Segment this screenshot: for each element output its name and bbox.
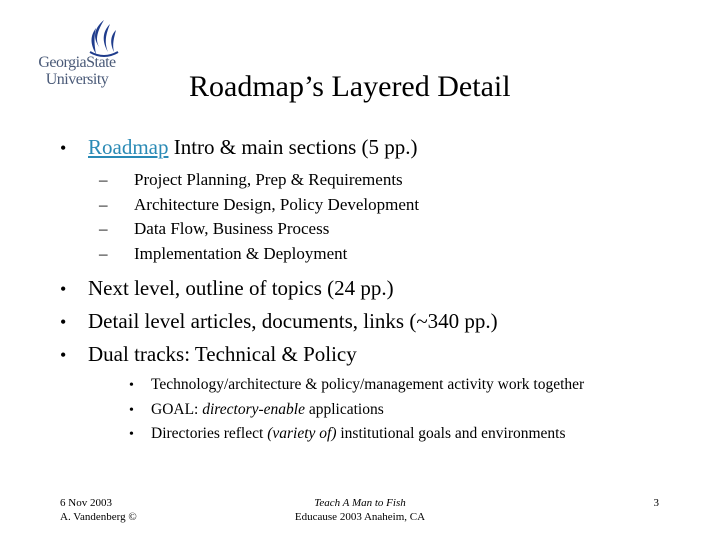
footer-title: Teach A Man to Fish [314, 497, 406, 509]
bullet-dual-tracks: • Dual tracks: Technical & Policy [60, 342, 357, 366]
flame-icon [84, 18, 122, 58]
university-logo [22, 18, 132, 98]
sub-item: – Project Planning, Prep & Requirements [99, 170, 403, 189]
bullet-roadmap [60, 134, 700, 162]
bullet-roadmap-text: Intro & main sections (5 pp.) [168, 135, 418, 159]
sub-bullet: • Technology/architecture & policy/management activity work together [129, 376, 585, 393]
bullet-dot: • [60, 138, 67, 158]
slide-title: Roadmap’s Layered Detail [189, 70, 511, 103]
footer-center [0, 496, 720, 524]
sub-item: – Data Flow, Business Process [99, 219, 330, 238]
roadmap-link[interactable]: Roadmap [88, 135, 169, 159]
sub-bullet: • GOAL: directory-enable applications [129, 400, 384, 418]
sub-item: – Implementation & Deployment [99, 243, 348, 263]
page-number: 3 [653, 497, 659, 509]
footer-date: 6 Nov 2003 [60, 497, 112, 509]
dual-tracks-sub-list [129, 373, 700, 447]
sub-bullet: • Directories reflect (variety of) institutional goals and environments [129, 425, 566, 442]
sub-item: – Architecture Design, Policy Development [99, 194, 420, 214]
bullet-detail-level: • Detail level articles, documents, links (~340 pp.) [60, 309, 498, 333]
logo-line1: GeorgiaState [38, 54, 116, 71]
logo-line2: University [45, 71, 109, 88]
bullet-list [60, 134, 700, 447]
footer-event: Educause 2003 Anaheim, CA [294, 511, 426, 523]
footer-author: A. Vandenberg © [60, 511, 137, 523]
roadmap-sub-list [99, 168, 700, 266]
bullet-next-level: • Next level, outline of topics (24 pp.) [60, 276, 394, 300]
